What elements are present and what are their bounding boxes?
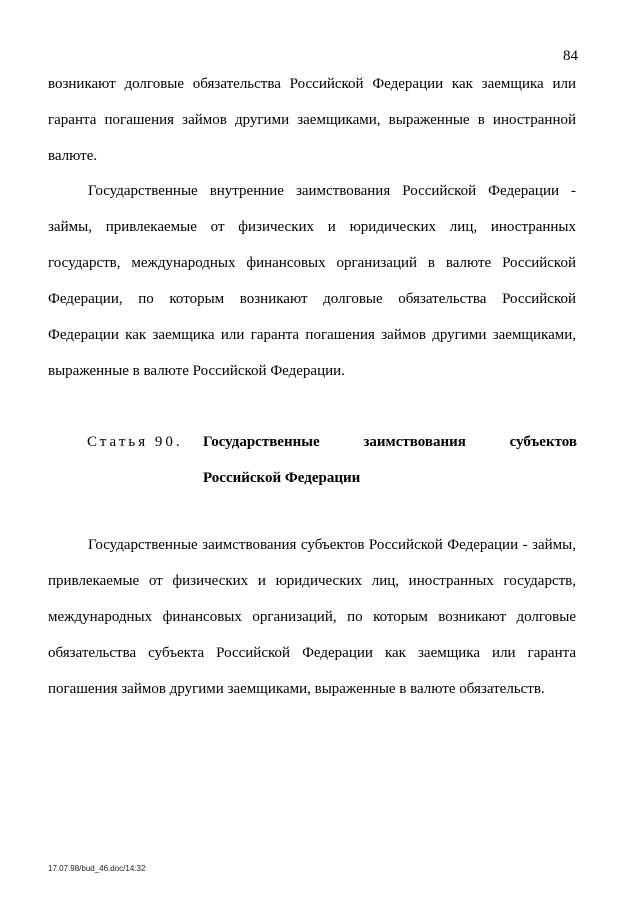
text-line: Федерации, по которым возникают долговые обязательства Российской	[48, 291, 576, 307]
text-line: погашения займов другими заемщиками, выраженные в валюте обязательств.	[48, 681, 545, 697]
text-line: международных финансовых организаций, по которым возникают долговые	[48, 609, 576, 625]
text-line: государств, международных финансовых организаций в валюте Российской	[48, 255, 576, 271]
text-line: Государственные заимствования субъектов Российской Федерации - займы,	[88, 537, 576, 553]
text-line: Федерации как заемщика или гаранта погашения займов другими заемщиками,	[48, 327, 576, 343]
text-line: привлекаемые от физических и юридических лиц, иностранных государств,	[48, 573, 576, 589]
article-heading	[87, 424, 577, 496]
text-line: займы, привлекаемые от физических и юридических лиц, иностранных	[48, 219, 576, 235]
article-label: Статья 90.	[87, 434, 183, 450]
paragraph-internal-borrowings	[48, 173, 576, 389]
text-line: возникают долговые обязательства Российской Федерации как заемщика или	[48, 76, 576, 92]
page-number: 84	[563, 48, 578, 64]
text-line: Государственные внутренние заимствования Российской Федерации -	[88, 183, 576, 199]
paragraph-continuation	[48, 66, 576, 174]
text-line: обязательства субъекта Российской Федерации как заемщика или гаранта	[48, 645, 576, 661]
text-line: валюте.	[48, 148, 98, 164]
article-title-word: субъектов	[509, 434, 577, 450]
article-title-word: Государственные	[203, 434, 320, 450]
article-title-line-1	[203, 424, 577, 460]
text-line: гаранта погашения займов другими заемщиками, выраженные в иностранной	[48, 112, 576, 128]
text-line: выраженные в валюте Российской Федерации.	[48, 363, 345, 379]
footer-file-stamp: 17.07.98/bud_46.doc/14:32	[48, 864, 146, 873]
paragraph-subject-borrowings	[48, 527, 576, 707]
article-title-line-2: Российской Федерации	[203, 470, 361, 486]
article-title-word: заимствования	[363, 434, 466, 450]
